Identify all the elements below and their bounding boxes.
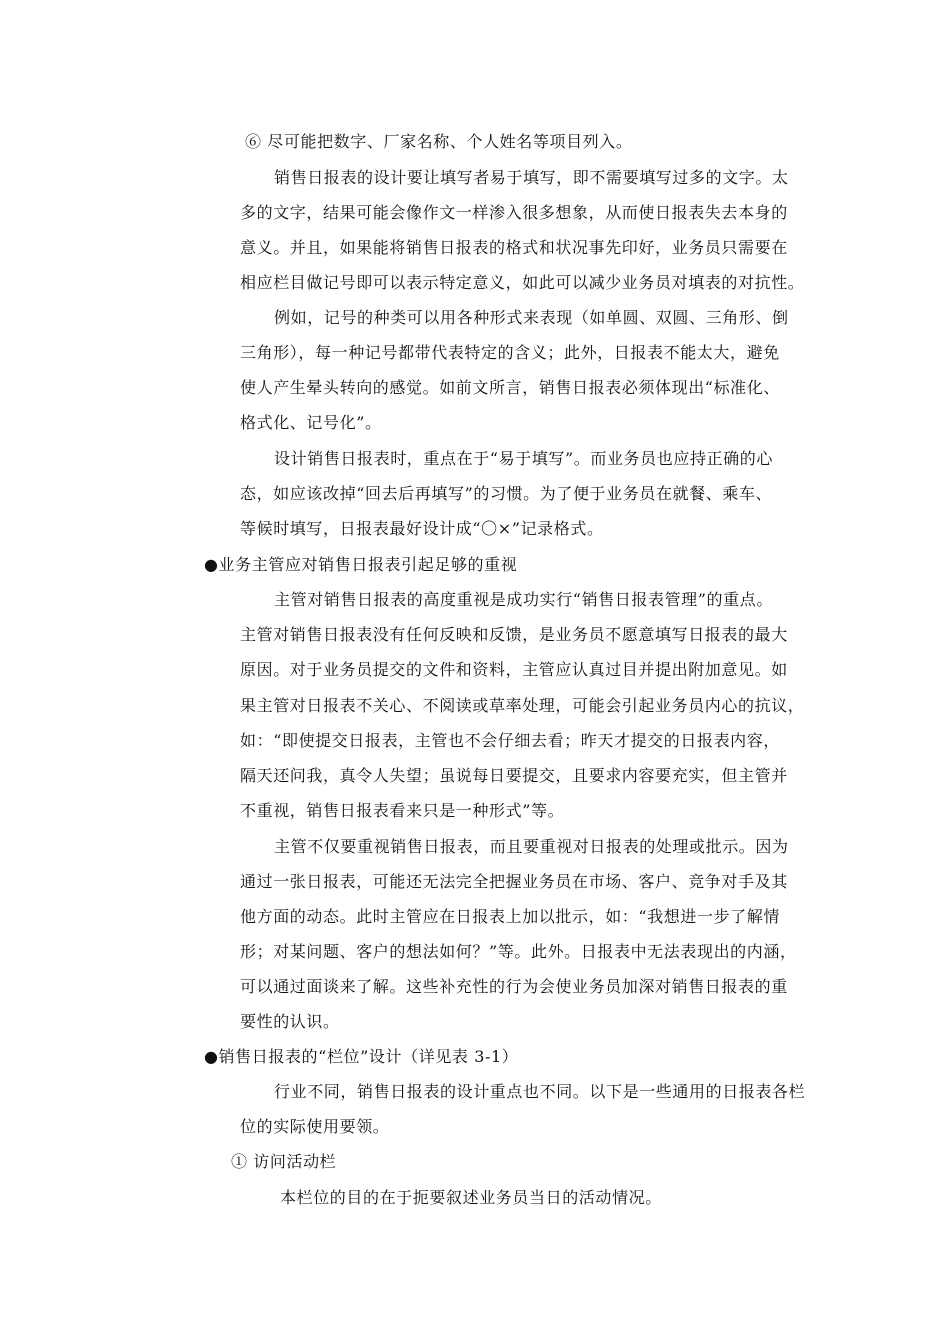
paragraph-line: 本栏位的目的在于扼要叙述业务员当日的活动情况。 [280, 1188, 662, 1207]
section-heading: ●销售日报表的“栏位”设计（详见表 3-1） [204, 1047, 519, 1066]
paragraph-line: 形；对某问题、客户的想法如何？”等。此外。日报表中无法表现出的内涵， [240, 942, 797, 961]
paragraph-line: 意义。并且，如果能将销售日报表的格式和状况事先印好，业务员只需要在 [240, 238, 788, 257]
paragraph-line: 销售日报表的设计要让填写者易于填写，即不需要填写过多的文字。太 [274, 168, 789, 187]
list-item-1: ① 访问活动栏 [231, 1152, 337, 1171]
paragraph-line: 等候时填写，日报表最好设计成“〇×”记录格式。 [240, 519, 604, 538]
paragraph-line: 例如，记号的种类可以用各种形式来表现（如单圆、双圆、三角形、倒 [274, 308, 789, 327]
paragraph-line: 可以通过面谈来了解。这些补充性的行为会使业务员加深对销售日报表的重 [240, 977, 788, 996]
paragraph-line: 位的实际使用要领。 [240, 1117, 390, 1136]
paragraph-line: 通过一张日报表，可能还无法完全把握业务员在市场、客户、竞争对手及其 [240, 872, 788, 891]
paragraph-line: 主管不仅要重视销售日报表，而且要重视对日报表的处理或批示。因为 [274, 837, 789, 856]
paragraph-line: 三角形），每一种记号都带代表特定的含义；此外，日报表不能太大，避免 [240, 343, 780, 362]
paragraph-line: 多的文字，结果可能会像作文一样渗入很多想象，从而使日报表失去本身的 [240, 203, 788, 222]
list-item-6: ⑥ 尽可能把数字、厂家名称、个人姓名等项目列入。 [245, 132, 633, 151]
paragraph-line: 相应栏目做记号即可以表示特定意义，如此可以减少业务员对填表的对抗性。 [240, 273, 805, 292]
paragraph-line: 使人产生晕头转向的感觉。如前文所言，销售日报表必须体现出“标准化、 [240, 378, 780, 397]
paragraph-line: 他方面的动态。此时主管应在日报表上加以批示，如：“我想进一步了解情 [240, 907, 780, 926]
paragraph-line: 主管对销售日报表没有任何反映和反馈，是业务员不愿意填写日报表的最大 [240, 625, 788, 644]
paragraph-line: 隔天还问我，真令人失望；虽说每日要提交，且要求内容要充实，但主管并 [240, 766, 788, 785]
paragraph-line: 设计销售日报表时，重点在于“易于填写”。而业务员也应持正确的心 [274, 449, 773, 468]
paragraph-line: 不重视，销售日报表看来只是一种形式”等。 [240, 801, 565, 820]
paragraph-line: 行业不同，销售日报表的设计重点也不同。以下是一些通用的日报表各栏 [274, 1082, 806, 1101]
paragraph-line: 如：“即使提交日报表，主管也不会仔细去看；昨天才提交的日报表内容， [240, 731, 780, 750]
paragraph-line: 主管对销售日报表的高度重视是成功实行“销售日报表管理”的重点。 [274, 590, 773, 609]
paragraph-line: 要性的认识。 [240, 1012, 340, 1031]
section-heading: ●业务主管应对销售日报表引起足够的重视 [204, 555, 518, 574]
paragraph-line: 态，如应该改掉“回去后再填写”的习惯。为了便于业务员在就餐、乘车、 [240, 484, 773, 503]
paragraph-line: 原因。对于业务员提交的文件和资料，主管应认真过目并提出附加意见。如 [240, 660, 788, 679]
paragraph-line: 果主管对日报表不关心、不阅读或草率处理，可能会引起业务员内心的抗议， [240, 696, 805, 715]
paragraph-line: 格式化、记号化”。 [240, 413, 382, 432]
